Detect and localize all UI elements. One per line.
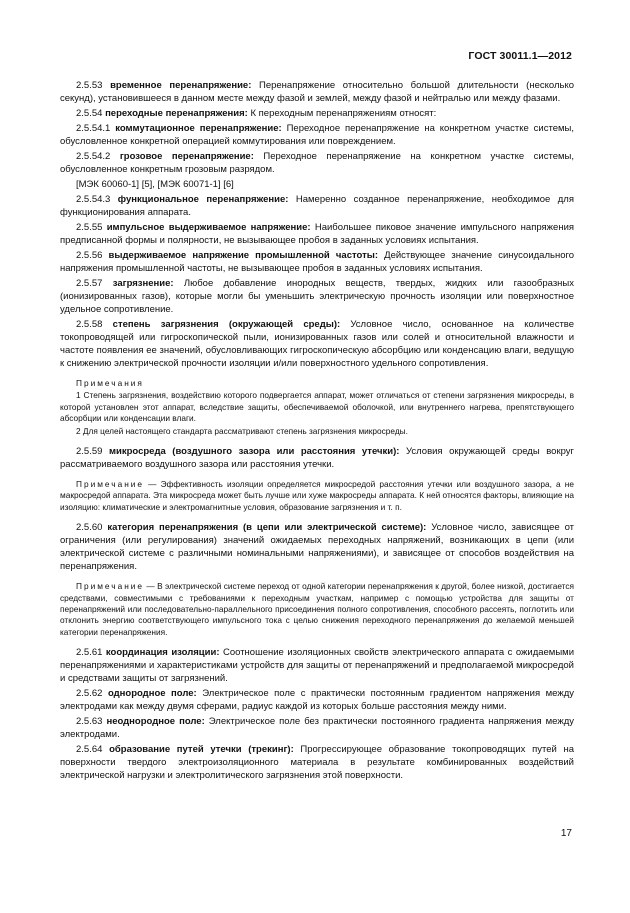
document-body: [60, 79, 574, 784]
clause-2-5-54-3: [60, 193, 574, 219]
note-block: [60, 479, 574, 513]
clause-number: 2.5.54: [76, 108, 103, 119]
clause-2-5-54-1: [60, 122, 574, 148]
term: коммутационное перенапряжение:: [115, 123, 282, 134]
clause-number: 2.5.59: [76, 446, 103, 458]
definition: Электрическое поле с практически постоянным градиентом напряжения между электродами как между двумя сферами, радиус каждой из которых больше расстояния между ними.: [60, 688, 575, 713]
definition: Электрическое поле без практически постоянного градиента напряжения между электродами.: [60, 716, 574, 741]
clause-2-5-58: [60, 318, 574, 370]
note-text: [60, 479, 574, 513]
definition: Намеренно созданное перенапряжение, необходимое для функционирования аппарата.: [60, 194, 574, 218]
clause-number: 2.5.55: [76, 222, 103, 233]
clause-number: 2.5.61: [76, 647, 103, 659]
definition: Условное число, зависящее от ограничения (или регулирования) значений ожидаемых переходных напряжений, возникающих в цепи (или электрической системе с различными номинальными напряжениями), и зависящее от способов воздействия на перенапряжения.: [60, 522, 575, 573]
note-text: [60, 581, 574, 638]
clause-2-5-64: [60, 743, 574, 782]
term: степень загрязнения (окружающей среды):: [112, 319, 341, 330]
reference-line: [МЭК 60060-1] [5], [МЭК 60071-1] [6]: [76, 179, 234, 190]
definition: Переходное перенапряжение на конкретном участке системы, обусловленное конкретным грозовым разрядом.: [60, 151, 574, 175]
clause-2-5-63: [60, 715, 574, 741]
clause-number: 2.5.63: [76, 716, 103, 728]
term: микросреда (воздушного зазора или расстояния утечки):: [108, 446, 400, 458]
note-body: — Эффективность изоляции определяется микросредой расстояния утечки или воздушного зазора, а не макросредой аппарата. Эта микросреда может быть лучше или хуже макросреды аппарата. К ней относятся факторы, влияющие на изоляцию: климатические и электромагнитные условия, образование загрязнения и т. п.: [60, 479, 574, 512]
clause-2-5-60: [60, 521, 574, 573]
clause-number: 2.5.64: [76, 744, 103, 756]
note-item: 2 Для целей настоящего стандарта рассматривают степень загрязнения микросреды.: [76, 425, 408, 436]
note-item: 1 Степень загрязнения, воздействию которого подвергается аппарат, может отличаться от степени загрязнения микросреды, в которой установлен этот аппарат, вследствие защиты, обеспечиваемой оболочкой, или внутреннего нагрева, препятствующего абсорбции или конденсации влаги.: [60, 390, 574, 424]
clause-number: 2.5.58: [76, 319, 103, 330]
term: импульсное выдерживаемое напряжение:: [106, 222, 311, 233]
definition: К переходным перенапряжениям относят:: [247, 108, 437, 119]
clause-2-5-54-2: [60, 150, 574, 176]
term: функциональное перенапряжение:: [117, 194, 289, 205]
clause-2-5-62: [60, 687, 574, 713]
term: категория перенапряжения (в цепи или электрической системе):: [107, 522, 427, 534]
clause-2-5-56: [60, 249, 574, 275]
clause-2-5-61: [60, 646, 574, 685]
clause-2-5-59: [60, 445, 574, 471]
term: переходные перенапряжения:: [105, 108, 248, 119]
clause-number: 2.5.56: [76, 250, 103, 261]
term: временное перенапряжение:: [110, 80, 252, 91]
clause-number: 2.5.54.2: [76, 151, 111, 162]
definition: Любое добавление инородных веществ, твердых, жидких или газообразных (ионизированных газов), которые могли бы уменьшить электрическую прочность изоляции или поверхностное удельное сопротивление.: [60, 278, 575, 315]
definition: Соотношение изоляционных свойств электрического аппарата с ожидаемыми перенапряжениями и характеристиками устройств для защиты от перенапряжений и предполагаемой микросредой и средствами защиты от загрязнений.: [60, 647, 575, 685]
definition: Условное число, основанное на количестве токопроводящей или гигроскопической пыли, ионизированных газов или солей и относительной влажности и частоте появления ее значений, обусловливающих гигроскопическую абсорбцию или конденсацию влаги, ведущую к снижению электрической прочности изоляции и/или поверхностного удельного сопротивления.: [60, 319, 575, 369]
clause-2-5-55: [60, 221, 574, 247]
note-heading: Примечание: [76, 581, 145, 592]
clause-number: 2.5.62: [76, 688, 103, 700]
definition: Наибольшее пиковое значение импульсного напряжения предписанной формы и полярности, не вызывающее пробоя в заданных условиях испытания.: [60, 222, 575, 246]
clause-number: 2.5.54.1: [76, 123, 111, 134]
term: образование путей утечки (трекинг):: [109, 744, 294, 756]
term: грозовое перенапряжение:: [119, 151, 254, 162]
definition: Прогрессирующее образование токопроводящих путей на поверхности твердого электроизоляционного материала в результате комбинированных воздействий электрической нагрузки и электролитического загрязнения этой поверхности.: [60, 744, 575, 782]
standard-header: ГОСТ 30011.1—2012: [468, 50, 572, 62]
note-body: — В электрической системе переход от одной категории перенапряжения к другой, более низкой, достигается средствами, совместимыми с требованиями к переходным участкам, например с помощью устройства для защиты от перенапряжений или последовательно-параллельного присоединения полного сопротивления, способного рассеять, поглотить или отклонить энергию соответствующего импульсного тока с целью снижения переходного перенапряжения до желаемой меньшей категории перенапряжения.: [60, 581, 574, 637]
term: выдерживаемое напряжение промышленной частоты:: [108, 250, 379, 261]
definition: Условия окружающей среды вокруг рассматриваемого воздушного зазора или расстояния утечки.: [60, 446, 574, 471]
note-block: [60, 581, 574, 638]
notes-block: [60, 378, 574, 437]
clause-2-5-57: [60, 277, 574, 316]
term: неоднородное поле:: [106, 716, 205, 728]
notes-heading: Примечания: [76, 378, 144, 388]
clause-number: 2.5.57: [76, 278, 103, 289]
clause-2-5-54: [60, 107, 574, 120]
term: координация изоляции:: [105, 647, 220, 659]
term: загрязнение:: [112, 278, 174, 289]
term: однородное поле:: [107, 688, 197, 700]
clause-number: 2.5.54.3: [76, 194, 111, 205]
definition: Действующее значение синусоидального напряжения промышленной частоты, не вызывающее пробоя в заданных условиях испытания.: [60, 250, 575, 274]
clause-number: 2.5.60: [76, 522, 103, 534]
definition: Перенапряжение относительно большой длительности (несколько секунд), установившееся в данном месте между фазой и землей, между фазой и нейтралью или между фазами.: [60, 80, 574, 104]
definition: Переходное перенапряжение на конкретном участке системы, обусловленное конкретной операцией коммутирования или повреждением.: [60, 123, 575, 147]
page-number: 17: [560, 828, 572, 839]
clause-2-5-53: [60, 79, 574, 105]
clause-number: 2.5.53: [76, 80, 103, 91]
note-heading: Примечание: [76, 479, 145, 490]
